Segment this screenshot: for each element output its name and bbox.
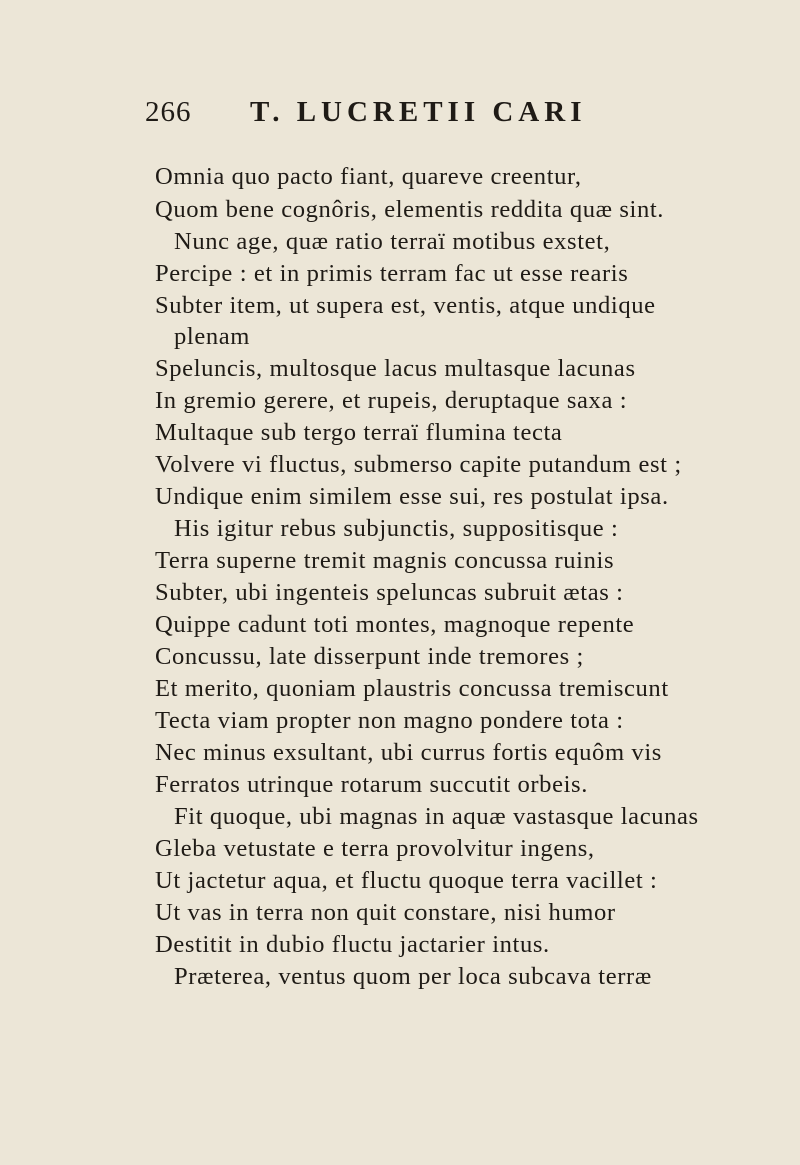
verse-line: Quom bene cognôris, elementis reddita quæ sint.: [155, 196, 665, 223]
page-header: [145, 96, 745, 136]
verse-line: Multaque sub tergo terraï flumina tecta: [155, 419, 563, 446]
verse-line: Nunc age, quæ ratio terraï motibus exstet,: [174, 228, 611, 255]
page-number: 266: [145, 96, 192, 128]
verse-line: Omnia quo pacto fiant, quareve creentur,: [155, 163, 582, 190]
verse-line: Quippe cadunt toti montes, magnoque repente: [155, 611, 635, 638]
verse-line: Volvere vi fluctus, submerso capite putandum est ;: [155, 451, 682, 478]
verse-line: Præterea, ventus quom per loca subcava terræ: [174, 963, 652, 990]
verse-line: Fit quoque, ubi magnas in aquæ vastasque lacunas: [174, 803, 699, 830]
verse-line: Subter item, ut supera est, ventis, atque undique: [155, 292, 656, 319]
verse-line: Speluncis, multosque lacus multasque lacunas: [155, 355, 636, 382]
verse-line: Gleba vetustate e terra provolvitur ingens,: [155, 835, 595, 862]
verse-line: In gremio gerere, et rupeis, deruptaque saxa :: [155, 387, 628, 414]
verse-line: Terra superne tremit magnis concussa ruinis: [155, 547, 615, 574]
verse-line-continuation: plenam: [174, 323, 250, 350]
verse-line: His igitur rebus subjunctis, suppositisque :: [174, 515, 619, 542]
verse-line: Concussu, late disserpunt inde tremores ;: [155, 643, 584, 670]
verse-line: Ut vas in terra non quit constare, nisi humor: [155, 899, 616, 926]
verse-line: Ut jactetur aqua, et fluctu quoque terra vacillet :: [155, 867, 658, 894]
verse-line: Tecta viam propter non magno pondere tota :: [155, 707, 624, 734]
verse-line: Undique enim similem esse sui, res postulat ipsa.: [155, 483, 669, 510]
verse-line: Nec minus exsultant, ubi currus fortis equôm vis: [155, 739, 662, 766]
verse-line: Percipe : et in primis terram fac ut esse rearis: [155, 260, 629, 287]
running-head: T. LUCRETII CARI: [250, 96, 587, 128]
verse-line: Et merito, quoniam plaustris concussa tremiscunt: [155, 675, 669, 702]
verse-line: Destitit in dubio fluctu jactarier intus.: [155, 931, 550, 958]
verse-line: Subter, ubi ingenteis speluncas subruit ætas :: [155, 579, 624, 606]
verse-line: Ferratos utrinque rotarum succutit orbeis.: [155, 771, 588, 798]
